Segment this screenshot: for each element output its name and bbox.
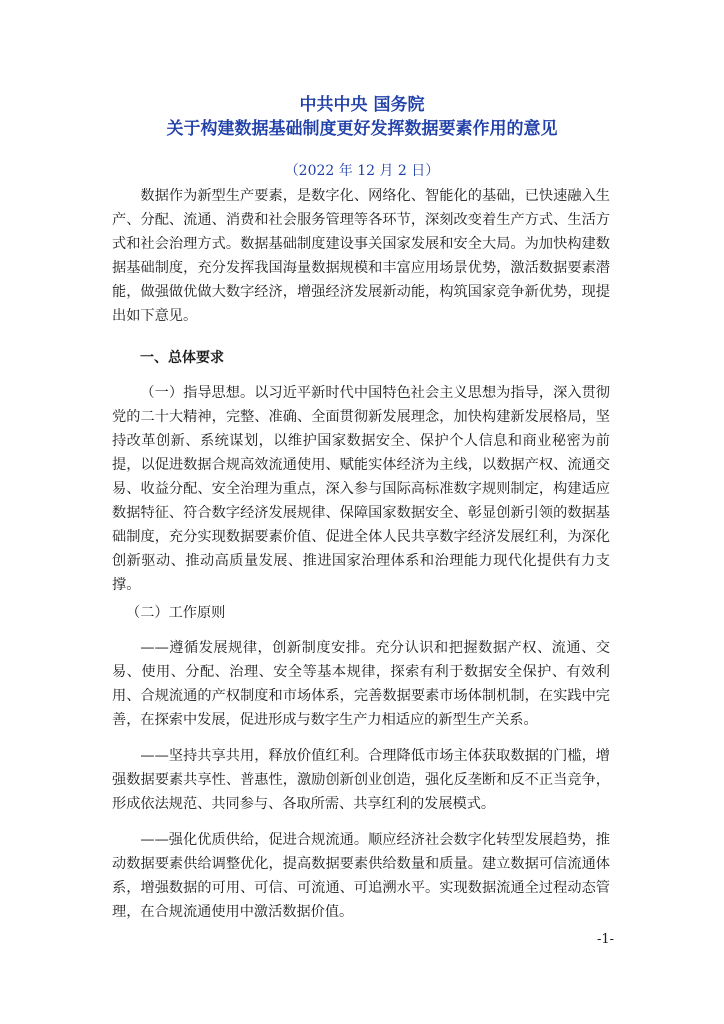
principle-paragraph: ——强化优质供给，促进合规流通。顺应经济社会数字化转型发展趋势，推动数据要素供给调整优化，提高数据要素供给数量和质量。建立数据可信流通体系，增强数据的可用、可信、可流通、可追溯水平。实现数据流通全过程动态管理，在合规流通使用中激活数据价值。 — [112, 832, 610, 920]
page-number: -1- — [596, 932, 614, 947]
intro-paragraph: 数据作为新型生产要素，是数字化、网络化、智能化的基础，已快速融入生产、分配、流通、消费和社会服务管理等各环节，深刻改变着生产方式、生活方式和社会治理方式。数据基础制度建设事关国家发展和安全大局。为加快构建数据基础制度，充分发挥我国海量数据规模和丰富应用场景优势，激活数据要素潜能，做强做优做大数字经济，增强经济发展新动能，构筑国家竞争新优势，现提出如下意见。 — [112, 188, 610, 324]
subheading-working-principles: （二）工作原则 — [126, 605, 226, 621]
document-title: 关于构建数据基础制度更好发挥数据要素作用的意见 — [166, 119, 558, 139]
principle-paragraph: ——遵循发展规律，创新制度安排。充分认识和把握数据产权、流通、交易、使用、分配、治理、安全等基本规律，探索有利于数据安全保护、有效利用、合规流通的产权制度和市场体系，完善数据要素市场体制机制，在实践中完善，在探索中发展，促进形成与数字生产力相适应的新型生产关系。 — [112, 640, 610, 728]
issuer-title: 中共中央 国务院 — [299, 95, 425, 115]
guiding-thought-paragraph: （一）指导思想。以习近平新时代中国特色社会主义思想为指导，深入贯彻党的二十大精神，完整、准确、全面贯彻新发展理念，加快构建新发展格局，坚持改革创新、系统谋划，以维护国家数据安全、保护个人信息和商业秘密为前提，以促进数据合规高效流通使用、赋能实体经济为主线，以数据产权、流通交易、收益分配、安全治理为重点，深入参与国际高标准数字规则制定，构建适应数据特征、符合数字经济发展规律、保障国家数据安全、彰显创新引领的数据基础制度，充分实现数据要素价值、促进全体人民共享数字经济发展红利，为深化创新驱动、推动高质量发展、推进国家治理体系和治理能力现代化提供有力支撑。 — [112, 385, 610, 593]
document-date: （2022 年 12 月 2 日） — [284, 163, 440, 179]
principle-paragraph: ——坚持共享共用，释放价值红利。合理降低市场主体获取数据的门槛，增强数据要素共享性、普惠性，激励创新创业创造，强化反垄断和反不正当竞争，形成依法规范、共同参与、各取所需、共享红利的发展模式。 — [112, 748, 610, 812]
section-heading-general-requirements: 一、总体要求 — [140, 350, 224, 366]
